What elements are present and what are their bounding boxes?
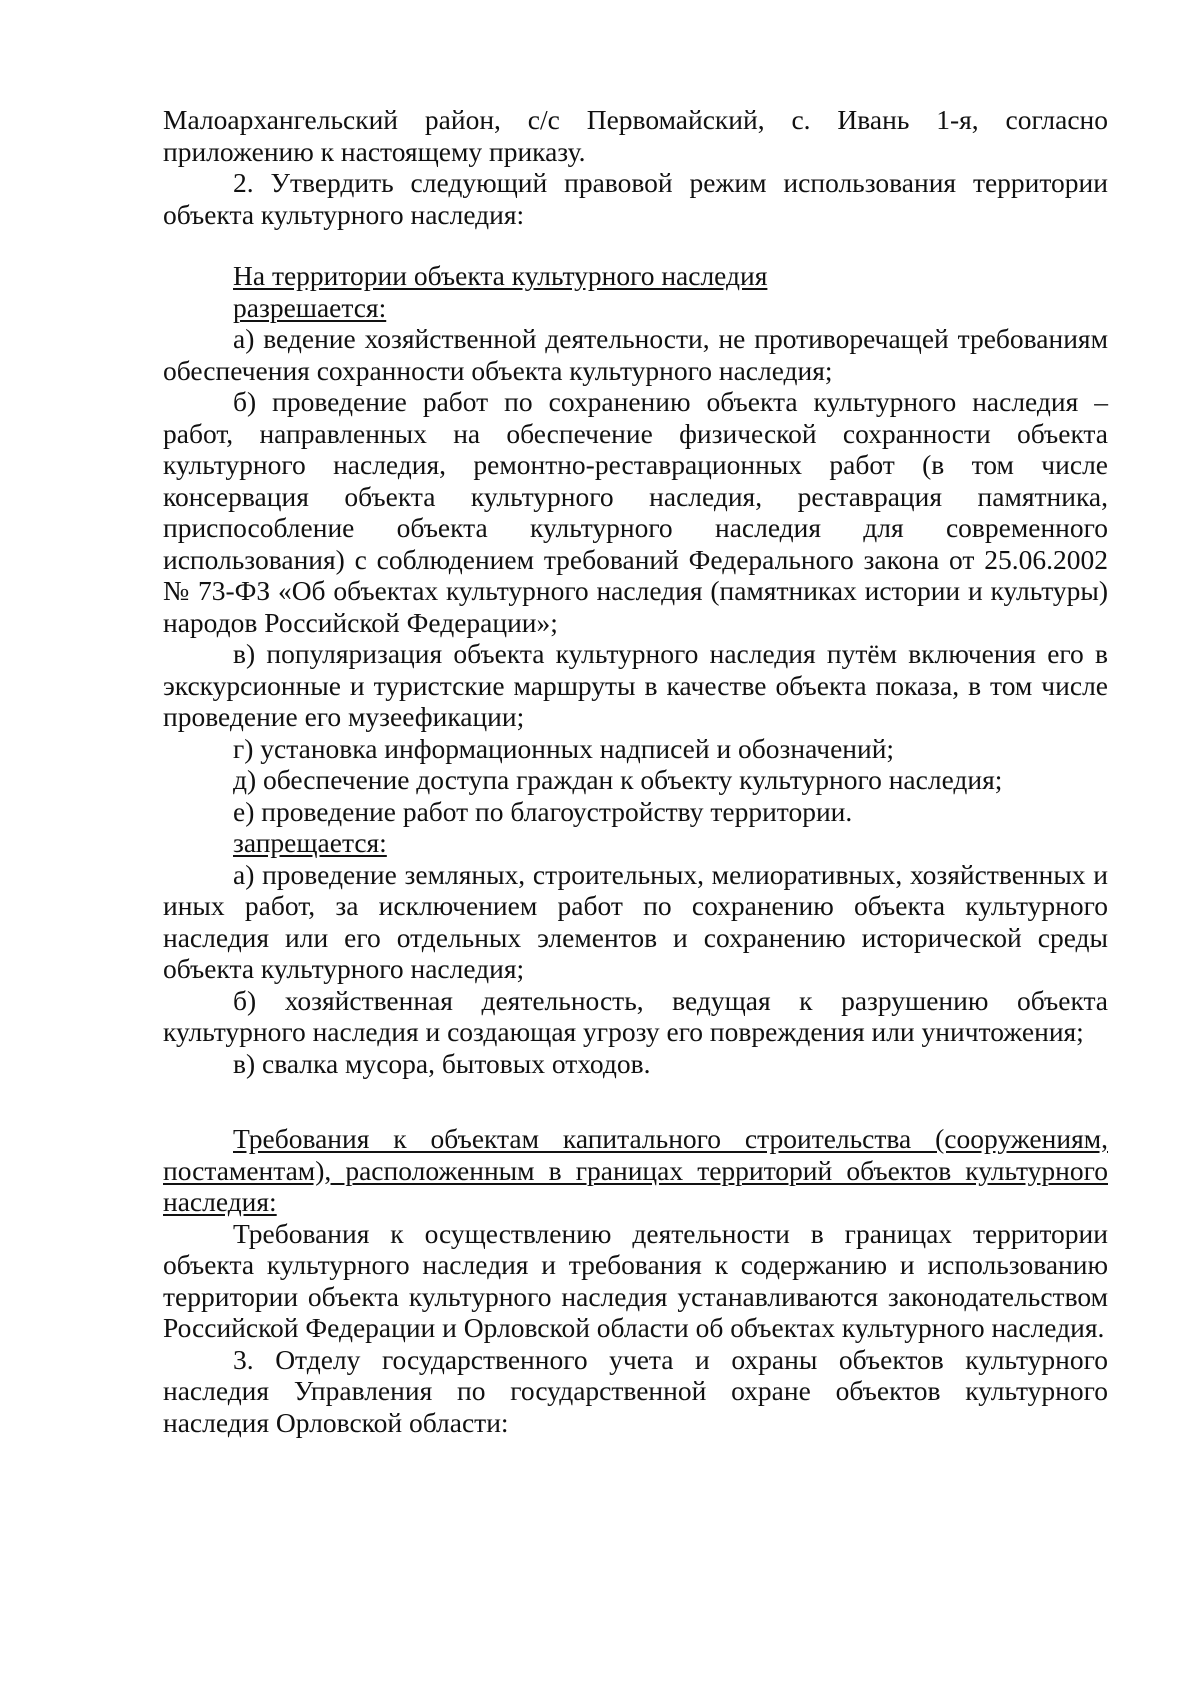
territory-heading: На территории объекта культурного наследия	[233, 260, 768, 291]
forbidden-heading-block	[163, 827, 1108, 859]
allowed-item-v: в) популяризация объекта культурного наследия путём включения его в экскурсионные и туристские маршруты в качестве объекта показа, в том числе проведение его музеефикации;	[163, 638, 1108, 732]
requirements-heading-block	[163, 1123, 1108, 1218]
forbidden-heading: запрещается:	[233, 827, 387, 858]
intro-paragraph: Малоархангельский район, с/с Первомайский, с. Ивань 1-я, согласно приложению к настоящему приказу.	[163, 104, 1108, 167]
allowed-heading-block	[163, 292, 1108, 324]
item-2-paragraph: 2. Утвердить следующий правовой режим использования территории объекта культурного наследия:	[163, 167, 1108, 230]
allowed-item-e: е) проведение работ по благоустройству территории.	[233, 795, 853, 827]
forbidden-item-b: б) хозяйственная деятельность, ведущая к разрушению объекта культурного наследия и создающая угрозу его повреждения или уничтожения;	[163, 984, 1108, 1047]
allowed-item-b: б) проведение работ по сохранению объекта культурного наследия – работ, направленных на обеспечение физической сохранности объекта культурного наследия, ремонтно-реставрационных работ (в том числе консервация объекта культурного наследия, реставрация памятника, приспособление объекта культурного наследия для современного использования) с соблюдением требований Федерального закона от 25.06.2002 № 73-ФЗ «Об объектах культурного наследия (памятниках истории и культуры) народов Российской Федерации»;	[163, 386, 1108, 638]
allowed-item-g: г) установка информационных надписей и обозначений;	[233, 732, 895, 764]
forbidden-item-v: в) свалка мусора, бытовых отходов.	[233, 1047, 651, 1079]
allowed-item-d: д) обеспечение доступа граждан к объекту культурного наследия;	[233, 764, 1003, 795]
territory-heading-block	[163, 260, 1108, 292]
requirements-paragraph: Требования к осуществлению деятельности в границах территории объекта культурного наследия и требования к содержанию и использованию территории объекта культурного наследия устанавливаются законодательством Российской Федерации и Орловской области об объектах культурного наследия.	[163, 1217, 1108, 1343]
requirements-heading: Требования к объектам капитального строительства (сооружениям, постаментам), расположенным в границах территорий объектов культурного наследия:	[163, 1123, 1108, 1217]
document-page	[163, 104, 1108, 1438]
item-3-paragraph: 3. Отделу государственного учета и охраны объектов культурного наследия Управления по государственной охране объектов культурного наследия Орловской области:	[163, 1343, 1108, 1438]
allowed-item-a: а) ведение хозяйственной деятельности, не противоречащей требованиям обеспечения сохранности объекта культурного наследия;	[163, 323, 1108, 386]
forbidden-item-a: а) проведение земляных, строительных, мелиоративных, хозяйственных и иных работ, за исключением работ по сохранению объекта культурного наследия или его отдельных элементов и сохранению исторической среды объекта культурного наследия;	[163, 858, 1108, 984]
allowed-heading: разрешается:	[233, 291, 387, 323]
